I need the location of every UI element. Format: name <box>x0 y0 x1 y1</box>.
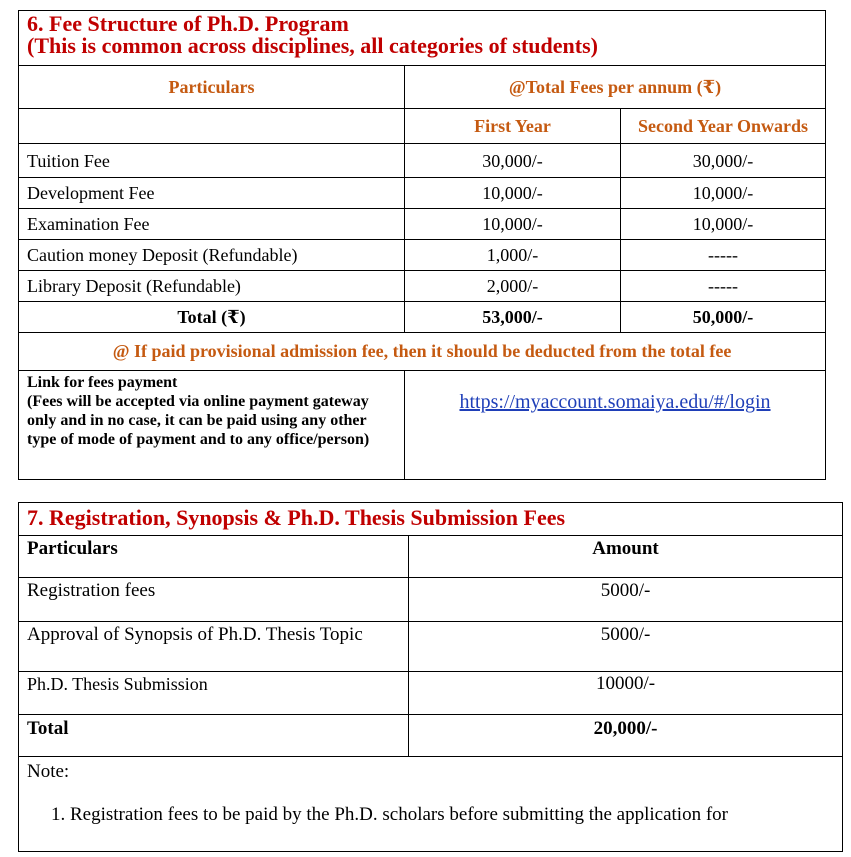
reg-fee-row <box>19 578 843 622</box>
fee-row-first: 1,000/- <box>405 240 621 271</box>
reg-fee-row <box>19 672 843 715</box>
fee-row-first: 10,000/- <box>405 178 621 209</box>
note-cell <box>19 757 843 852</box>
col-second-year: Second Year Onwards <box>621 109 826 144</box>
col-first-year: First Year <box>405 109 621 144</box>
fee-row <box>19 209 826 240</box>
registration-fees-table <box>18 502 843 852</box>
section7-title: 7. Registration, Synopsis & Ph.D. Thesis Submission Fees <box>19 503 843 536</box>
note-label: Note: <box>27 761 70 782</box>
fee-row-second: 10,000/- <box>621 178 826 209</box>
reg-total-label: Total <box>19 715 409 757</box>
fee-row-label: Development Fee <box>19 178 405 209</box>
col-total-fees: @Total Fees per annum (₹) <box>405 66 826 109</box>
fee-row-second: ----- <box>621 271 826 302</box>
section6-title-line2: (This is common across disciplines, all categories of students) <box>27 33 598 58</box>
payment-link-cell <box>405 371 826 480</box>
reg-fee-amount: 5000/- <box>409 622 843 672</box>
reg-total-amount: 20,000/- <box>409 715 843 757</box>
fee-row <box>19 144 826 178</box>
fee-row-label: Examination Fee <box>19 209 405 240</box>
fee-row <box>19 271 826 302</box>
fee-row-second: ----- <box>621 240 826 271</box>
deduction-note: @ If paid provisional admission fee, then it should be deducted from the total fee <box>19 333 826 371</box>
reg-fee-amount: 5000/- <box>409 578 843 622</box>
reg-fee-label: Ph.D. Thesis Submission <box>19 672 409 715</box>
payment-link-info <box>19 371 405 480</box>
fee-row-label: Library Deposit (Refundable) <box>19 271 405 302</box>
fee-row-label: Tuition Fee <box>19 144 405 178</box>
fee-row <box>19 178 826 209</box>
section6-title <box>19 11 826 66</box>
fee-row <box>19 240 826 271</box>
fee-row-second: 30,000/- <box>621 144 826 178</box>
fee-row-first: 2,000/- <box>405 271 621 302</box>
fee-structure-table <box>18 10 826 480</box>
payment-link-label: Link for fees payment <box>27 374 178 391</box>
reg-total-row <box>19 715 843 757</box>
reg-fee-label: Registration fees <box>19 578 409 622</box>
payment-link[interactable]: https://myaccount.somaiya.edu/#/login <box>459 391 771 413</box>
total-second: 50,000/- <box>621 302 826 333</box>
col-amount: Amount <box>409 536 843 578</box>
col-particulars-7: Particulars <box>19 536 409 578</box>
reg-fee-row <box>19 622 843 672</box>
reg-fee-label: Approval of Synopsis of Ph.D. Thesis Topic <box>19 622 409 672</box>
total-row <box>19 302 826 333</box>
fee-row-second: 10,000/- <box>621 209 826 240</box>
total-label: Total (₹) <box>19 302 405 333</box>
reg-fee-amount: 10000/- <box>409 672 843 715</box>
payment-link-desc: (Fees will be accepted via online payment gateway only and in no case, it can be paid using any other type of mode of payment and to any office/person) <box>27 393 370 448</box>
fee-row-first: 10,000/- <box>405 209 621 240</box>
fee-row-first: 30,000/- <box>405 144 621 178</box>
col-particulars: Particulars <box>19 66 405 109</box>
empty-header-cell <box>19 109 405 144</box>
fee-row-label: Caution money Deposit (Refundable) <box>19 240 405 271</box>
total-first: 53,000/- <box>405 302 621 333</box>
section6-title-line1: 6. Fee Structure of Ph.D. Program <box>27 11 349 36</box>
note-item: 1. Registration fees to be paid by the Ph.D. scholars before submitting the application for <box>51 804 728 825</box>
